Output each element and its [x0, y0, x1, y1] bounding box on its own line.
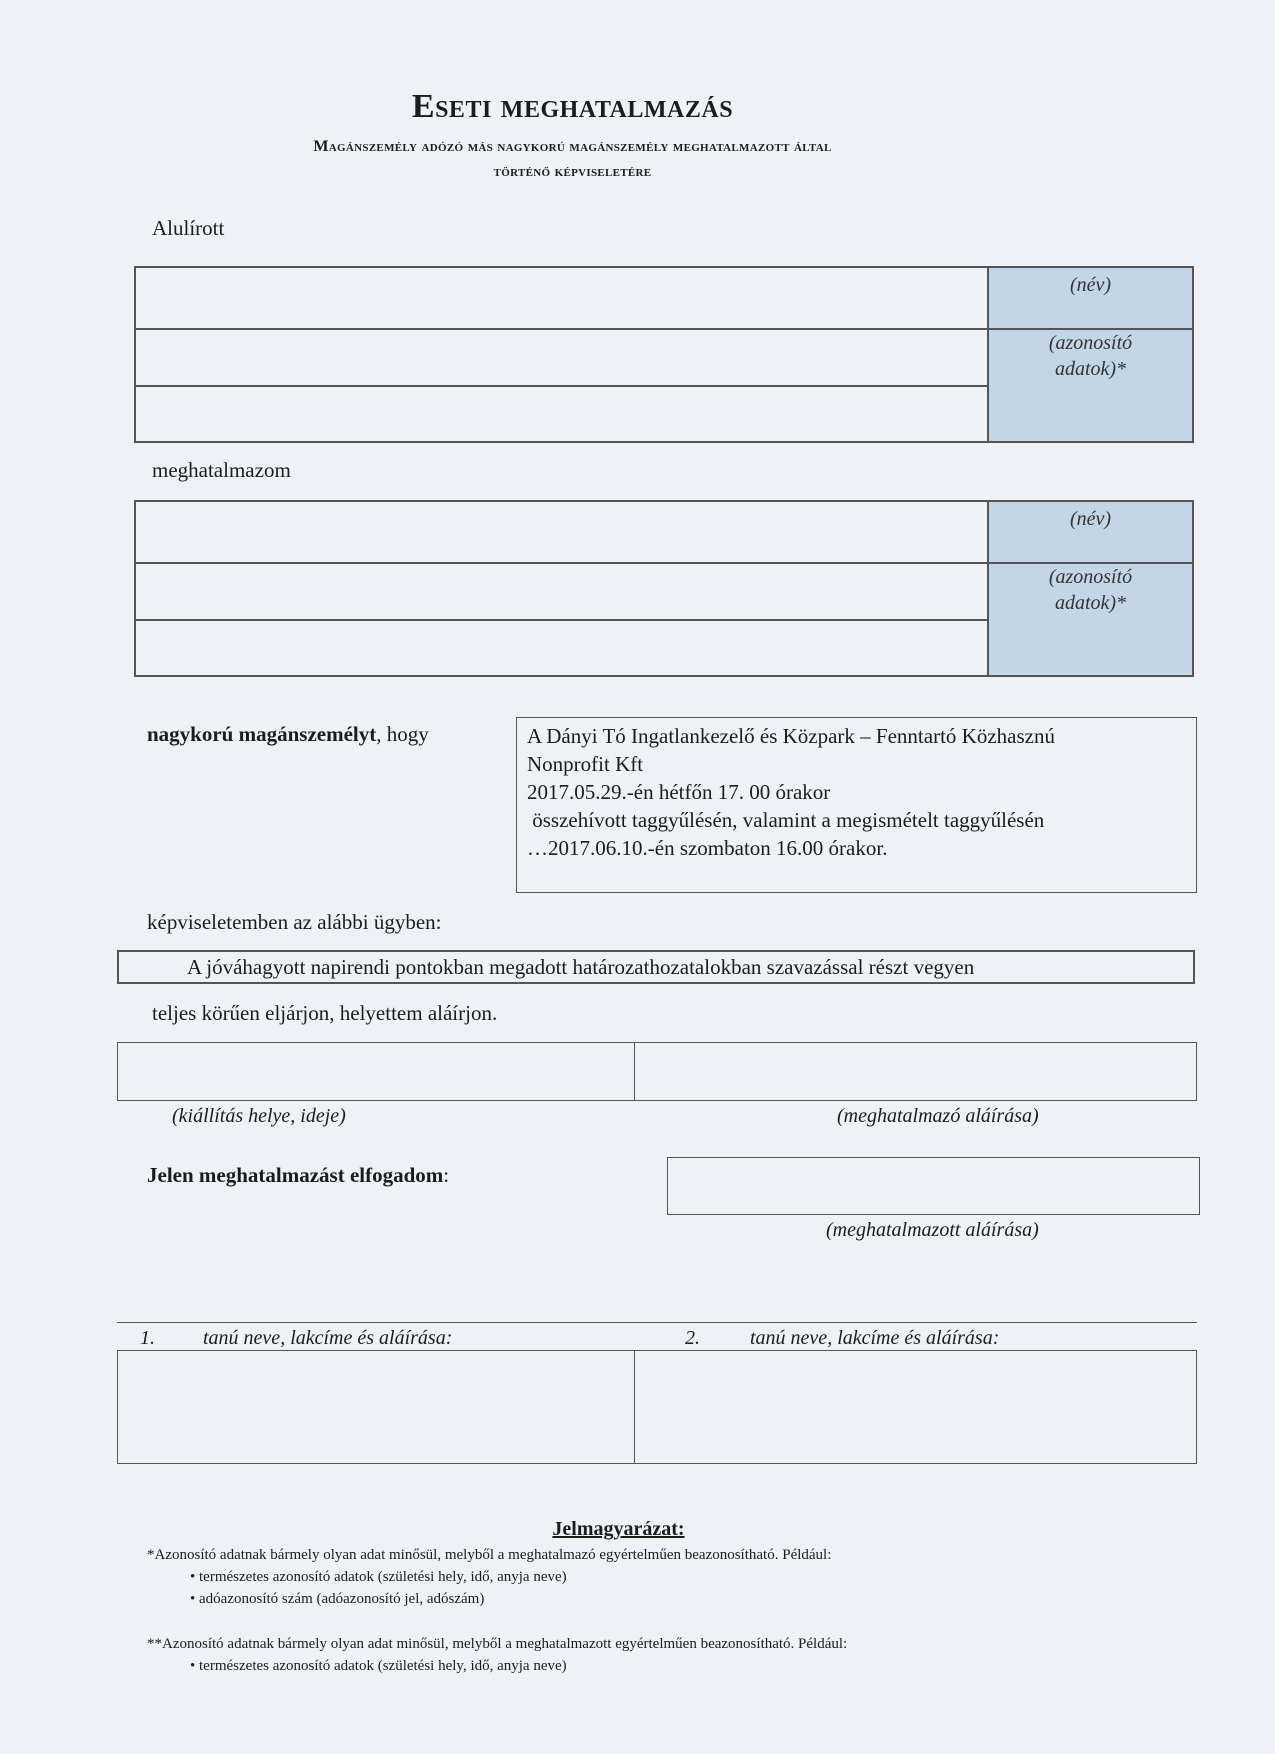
witness-2-number: 2. [685, 1327, 700, 1349]
principal-name-field[interactable] [136, 268, 988, 326]
witness-separator [117, 1322, 1197, 1323]
principal-id-field-1[interactable] [136, 330, 988, 384]
agent-id-field-2[interactable] [136, 621, 988, 675]
matter-box-text: A jóváhagyott napirendi pontokban megadott határozathozatalokban szavazással részt vegyen [187, 955, 975, 979]
principal-label-panel [987, 268, 1192, 441]
agent-data-table [134, 500, 1194, 677]
legend-note-1: *Azonosító adatnak bármely olyan adat minősül, melyből a meghatalmazó egyértelműen beazonosítható. Például: [147, 1547, 832, 1563]
principal-data-table [134, 266, 1194, 443]
purpose-lead-rest: , hogy [376, 722, 429, 746]
principal-id-label-1: (azonosító [1048, 332, 1133, 354]
matter-intro: képviseletemben az alábbi ügyben: [147, 910, 442, 934]
purpose-line: …2017.06.10.-én szombaton 16.00 órakor. [527, 836, 888, 860]
purpose-box[interactable] [516, 717, 1197, 893]
witness-1-field[interactable] [117, 1350, 635, 1464]
principal-id-label-2: adatok)* [1054, 358, 1127, 380]
purpose-line: 2017.05.29.-én hétfőn 17. 00 órakor [527, 780, 831, 804]
accept-text-main: Jelen meghatalmazást elfogadom [147, 1163, 444, 1187]
purpose-line: összehívott taggyűlésén, valamint a megismételt taggyűlésén [527, 808, 1045, 832]
principal-id-field-2[interactable] [136, 387, 988, 441]
purpose-line: A Dányi Tó Ingatlankezelő és Közpark – Fenntartó Közhasznú [527, 724, 1055, 748]
agent-id-label-2: adatok)* [1054, 592, 1127, 614]
agent-label-panel [987, 502, 1192, 675]
principal-name-label: (név) [1069, 274, 1112, 296]
agent-signature-field[interactable] [667, 1157, 1200, 1215]
agent-intro: meghatalmazom [152, 458, 291, 482]
purpose-lead-bold: nagykorú magánszemélyt [147, 722, 377, 746]
principal-signature-label: (meghatalmazó aláírása) [837, 1105, 1039, 1127]
legend-note-1-item-text: adóazonosító szám (adóazonosító jel, adószám) [199, 1591, 485, 1607]
legend-heading: Jelmagyarázat: [552, 1518, 685, 1540]
legend-note-1-item-text: természetes azonosító adatok (születési hely, idő, anyja neve) [199, 1569, 567, 1585]
witness-2-label: tanú neve, lakcíme és aláírása: [750, 1327, 1000, 1349]
witness-2-field[interactable] [634, 1350, 1197, 1464]
witness-1-label: tanú neve, lakcíme és aláírása: [203, 1327, 453, 1349]
legend-note-2-item: • természetes azonosító adatok (születési hely, idő, anyja neve) [190, 1658, 567, 1674]
agent-id-label-1: (azonosító [1048, 566, 1133, 588]
legend-note-2: **Azonosító adatnak bármely olyan adat minősül, melyből a meghatalmazott egyértelműen beazonosítható. Például: [147, 1636, 848, 1652]
legend-note-1-item: • adóazonosító szám (adóazonosító jel, adószám) [190, 1591, 485, 1607]
place-date-field[interactable] [117, 1042, 635, 1101]
accept-text-colon: : [443, 1163, 450, 1187]
matter-box[interactable] [117, 950, 1195, 984]
form-subtitle-line2: történő képviseletére [493, 163, 652, 180]
legend-note-1-item: • természetes azonosító adatok (születési hely, idő, anyja neve) [190, 1569, 567, 1585]
agent-name-field[interactable] [136, 502, 988, 560]
agent-signature-label: (meghatalmazott aláírása) [826, 1219, 1039, 1241]
agent-id-field-1[interactable] [136, 564, 988, 618]
witness-1-number: 1. [140, 1327, 155, 1349]
agent-name-label: (név) [1069, 508, 1112, 530]
purpose-lead [147, 722, 429, 747]
form-title: Eseti meghatalmazás [411, 88, 734, 125]
principal-signature-field[interactable] [634, 1042, 1197, 1101]
legend-note-2-item-text: természetes azonosító adatok (születési hely, idő, anyja neve) [199, 1658, 567, 1674]
place-date-label: (kiállítás helye, ideje) [172, 1105, 346, 1127]
purpose-line: Nonprofit Kft [527, 752, 644, 776]
matter-continuation: teljes körűen eljárjon, helyettem aláírjon. [152, 1001, 498, 1025]
principal-intro: Alulírott [152, 216, 225, 240]
form-subtitle-line1: Magánszemély adózó más nagykorú magánszemély meghatalmazott által [313, 138, 832, 155]
accept-text [147, 1163, 449, 1188]
